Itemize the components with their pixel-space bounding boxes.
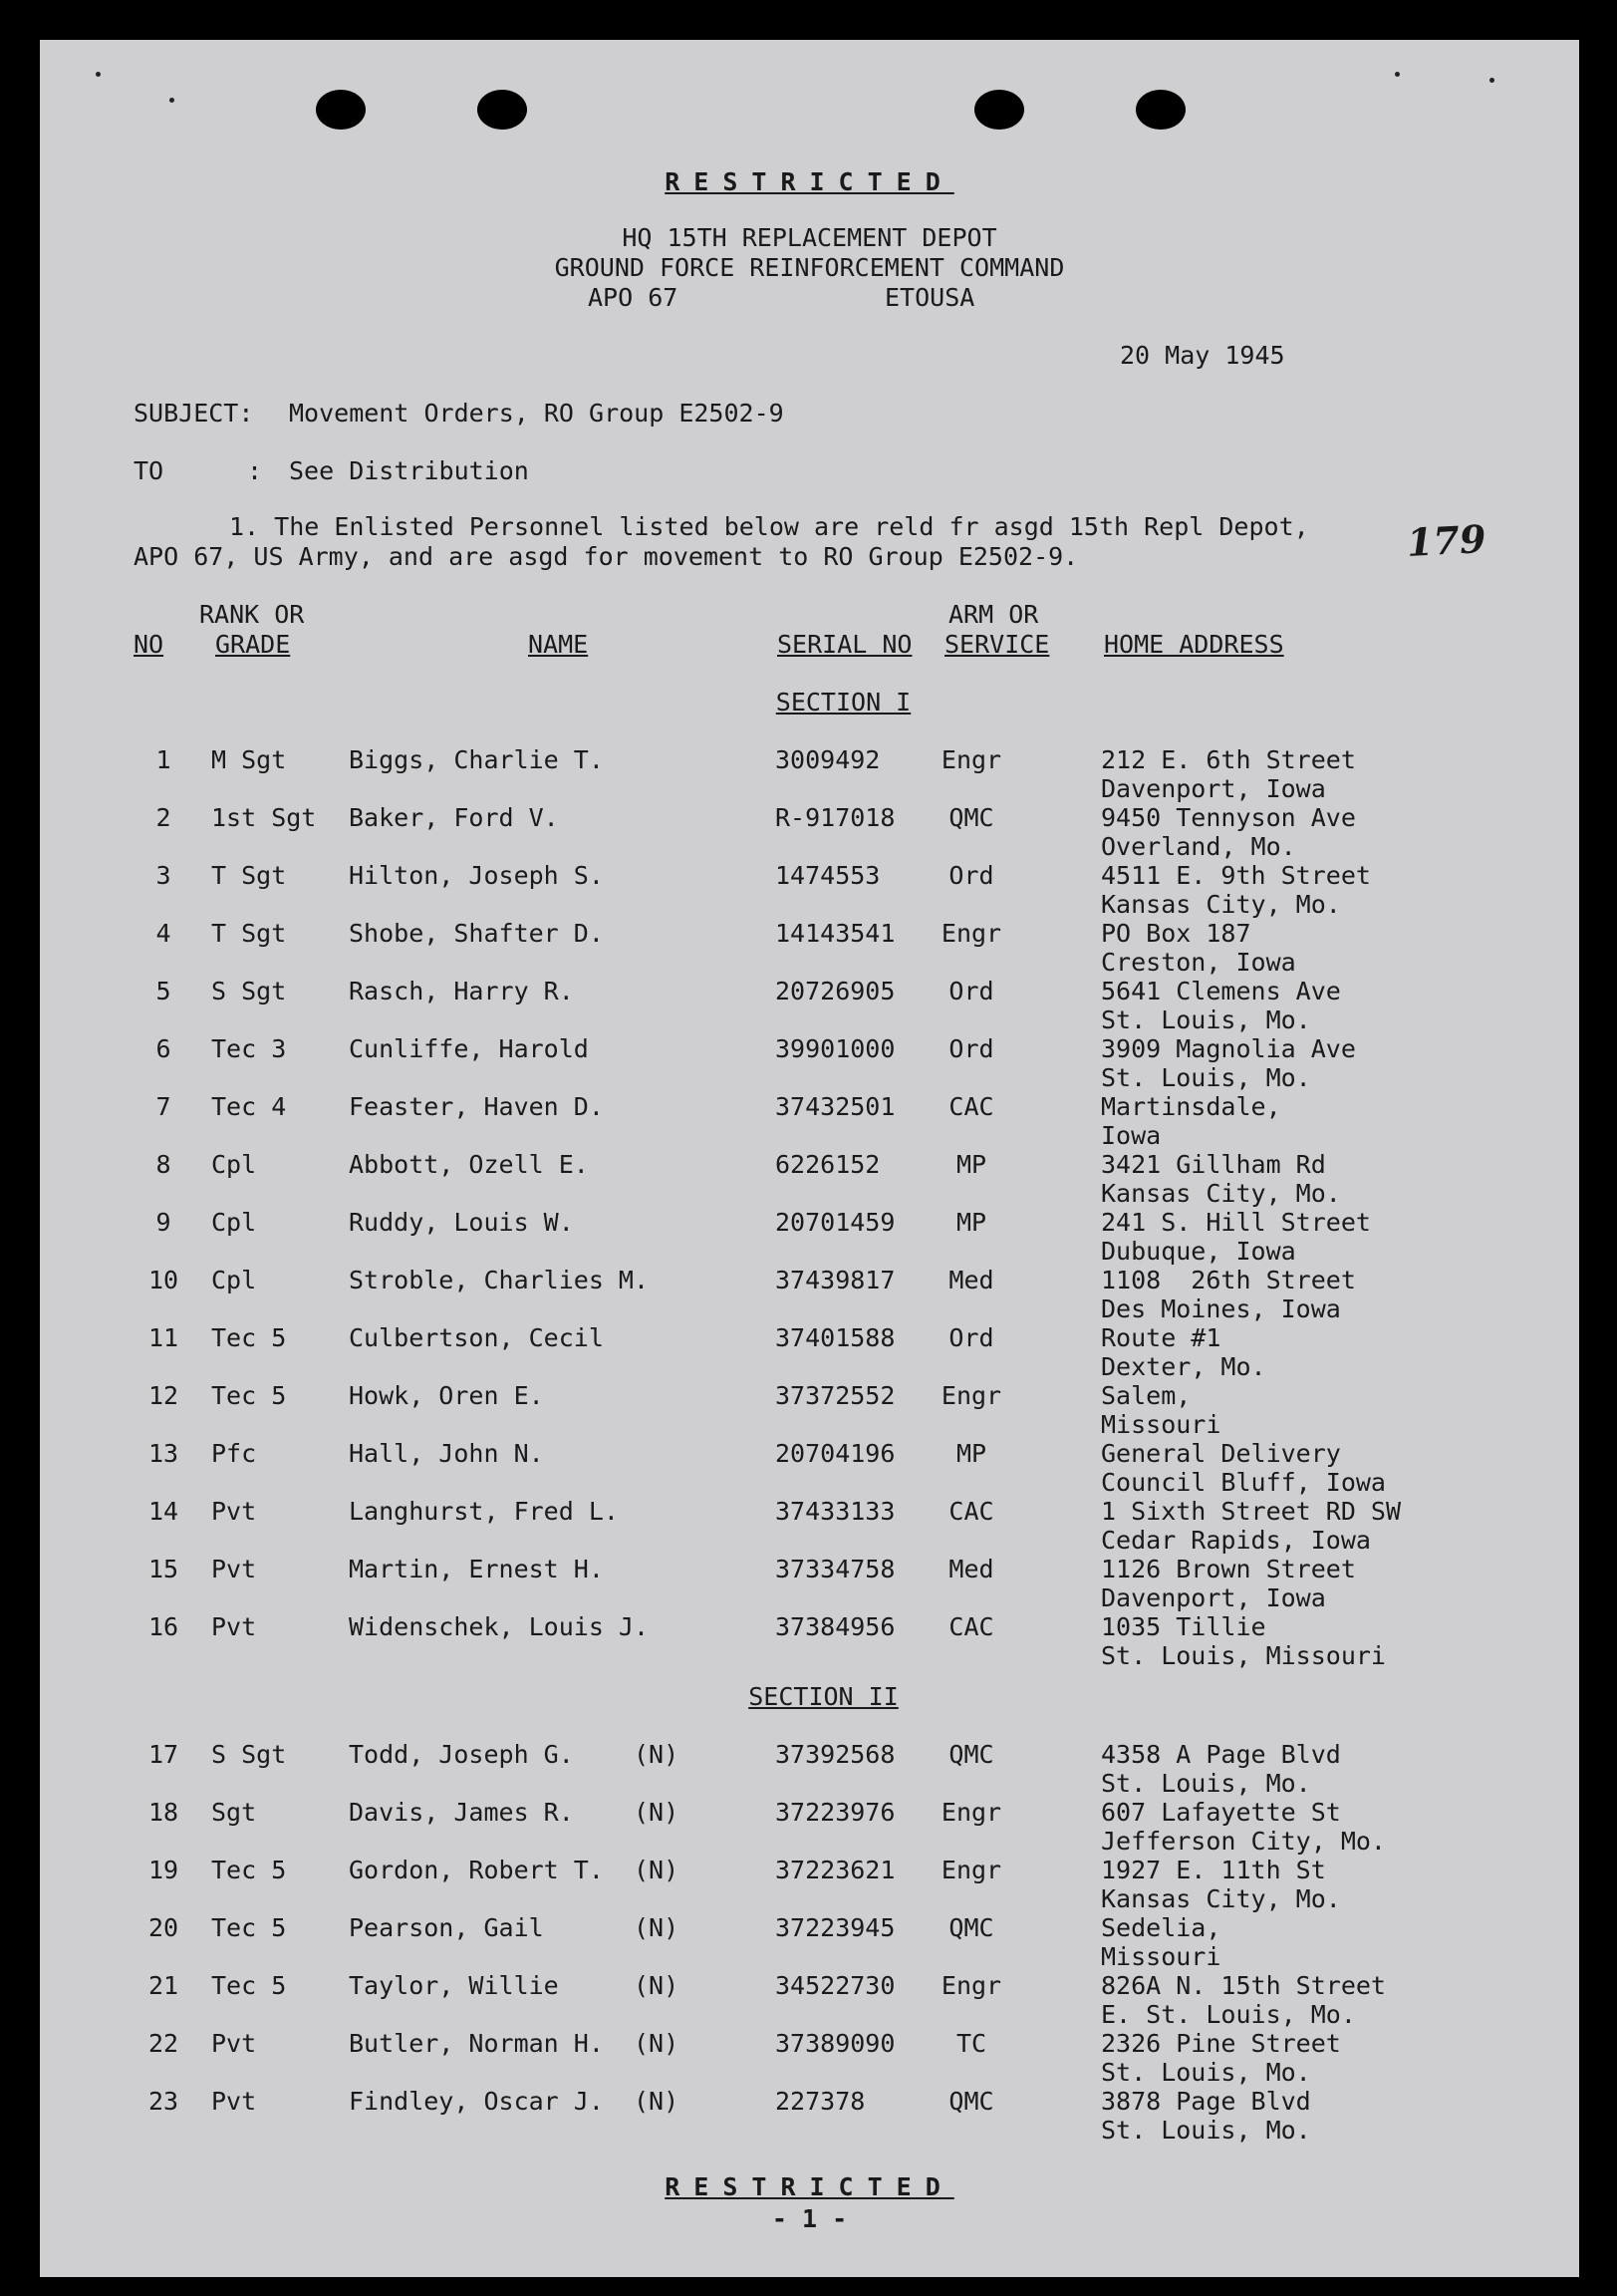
row-address-line-1: 1108 26th Street (1101, 1266, 1356, 1294)
row-address-line-1: Salem, (1101, 1381, 1192, 1410)
row-serial: 6226152 (775, 1150, 881, 1179)
punch-hole (1136, 90, 1186, 130)
row-address-line-2: St. Louis, Mo. (1101, 2058, 1311, 2087)
row-address-line-2: Overland, Mo. (1101, 832, 1296, 861)
punch-hole (316, 90, 366, 130)
row-address-line-2: Dexter, Mo. (1101, 1352, 1266, 1381)
row-number: 19 (147, 1856, 179, 1884)
row-arm-service: TC (955, 2029, 987, 2058)
row-arm-service: Engr (941, 1971, 1002, 2000)
row-address-line-1: 1126 Brown Street (1101, 1555, 1356, 1583)
row-number: 17 (147, 1740, 179, 1769)
row-serial: 37223945 (775, 1913, 896, 1942)
row-rank: Tec 4 (211, 1092, 287, 1121)
row-address-line-2: Kansas City, Mo. (1101, 890, 1341, 919)
section-title: SECTION II (748, 1682, 899, 1711)
row-address-line-1: 2326 Pine Street (1101, 2029, 1341, 2058)
row-address-line-2: Jefferson City, Mo. (1101, 1827, 1386, 1856)
row-arm-service: MP (955, 1208, 987, 1237)
row-serial: 37439817 (775, 1266, 896, 1294)
row-arm-service: Engr (941, 919, 1002, 948)
speck (169, 98, 174, 103)
table-row (40, 1439, 1579, 1497)
row-name: Gordon, Robert T. (349, 1856, 604, 1884)
theater: ETOUSA (885, 283, 975, 312)
row-rank: Pvt (211, 2029, 257, 2058)
col-rank-bottom: GRADE (215, 630, 291, 659)
row-address-line-1: 3878 Page Blvd (1101, 2087, 1311, 2116)
row-address-line-2: Missouri (1101, 1410, 1221, 1439)
row-rank: M Sgt (211, 745, 287, 774)
row-number: 8 (155, 1150, 171, 1179)
row-rank: Cpl (211, 1150, 257, 1179)
row-serial: 37372552 (775, 1381, 896, 1410)
row-rank: 1st Sgt (211, 803, 317, 832)
row-address-line-2: Kansas City, Mo. (1101, 1884, 1341, 1913)
table-row (40, 745, 1579, 803)
row-arm-service: MP (955, 1439, 987, 1468)
row-note: (N) (634, 2029, 679, 2058)
table-row (40, 861, 1579, 919)
row-arm-service: CAC (948, 1497, 994, 1526)
row-number: 16 (147, 1612, 179, 1641)
subject-label: SUBJECT: (134, 399, 254, 428)
row-address-line-2: Creston, Iowa (1101, 948, 1296, 977)
row-arm-service: Engr (941, 745, 1002, 774)
row-address-line-2: Council Bluff, Iowa (1101, 1468, 1386, 1497)
col-arm-top: ARM OR (948, 600, 1039, 629)
section-title: SECTION I (775, 688, 912, 717)
row-number: 22 (147, 2029, 179, 2058)
row-name: Martin, Ernest H. (349, 1555, 604, 1583)
row-name: Rasch, Harry R. (349, 977, 574, 1005)
subject-text: Movement Orders, RO Group E2502-9 (289, 399, 784, 428)
speck (1489, 78, 1494, 83)
row-serial: 37223621 (775, 1856, 896, 1884)
table-row (40, 1092, 1579, 1150)
to-text: See Distribution (289, 456, 529, 485)
row-rank: Cpl (211, 1208, 257, 1237)
table-row (40, 1323, 1579, 1381)
table-row (40, 1740, 1579, 1798)
row-arm-service: Med (948, 1555, 994, 1583)
row-rank: Sgt (211, 1798, 257, 1827)
row-number: 3 (155, 861, 171, 890)
table-row (40, 1034, 1579, 1092)
row-serial: R-917018 (775, 803, 896, 832)
row-number: 23 (147, 2087, 179, 2116)
row-rank: S Sgt (211, 977, 287, 1005)
row-name: Taylor, Willie (349, 1971, 559, 2000)
table-row (40, 1150, 1579, 1208)
row-name: Davis, James R. (349, 1798, 574, 1827)
row-arm-service: QMC (948, 1740, 994, 1769)
col-rank-top: RANK OR (199, 600, 305, 629)
row-number: 21 (147, 1971, 179, 2000)
table-row (40, 1266, 1579, 1323)
table-row (40, 977, 1579, 1034)
speck (96, 72, 101, 77)
row-name: Stroble, Charlies M. (349, 1266, 650, 1294)
row-address-line-1: 212 E. 6th Street (1101, 745, 1356, 774)
row-serial: 20701459 (775, 1208, 896, 1237)
row-arm-service: QMC (948, 803, 994, 832)
row-rank: S Sgt (211, 1740, 287, 1769)
row-arm-service: Engr (941, 1381, 1002, 1410)
handwritten-number: 179 (1405, 515, 1487, 566)
table-row (40, 1555, 1579, 1612)
row-serial: 37384956 (775, 1612, 896, 1641)
row-address-line-2: St. Louis, Mo. (1101, 1769, 1311, 1798)
row-address-line-1: Route #1 (1101, 1323, 1221, 1352)
row-rank: Tec 5 (211, 1913, 287, 1942)
row-address-line-2: Davenport, Iowa (1101, 1583, 1326, 1612)
row-serial: 37223976 (775, 1798, 896, 1827)
row-rank: Pvt (211, 2087, 257, 2116)
classification-bottom: RESTRICTED (665, 2172, 954, 2201)
row-rank: Tec 5 (211, 1971, 287, 2000)
row-rank: Pvt (211, 1497, 257, 1526)
to-label: TO (134, 456, 164, 485)
row-serial: 39901000 (775, 1034, 896, 1063)
row-address-line-2: Iowa (1101, 1121, 1162, 1150)
row-arm-service: MP (955, 1150, 987, 1179)
row-serial: 37433133 (775, 1497, 896, 1526)
row-number: 5 (155, 977, 171, 1005)
row-number: 4 (155, 919, 171, 948)
table-row (40, 1971, 1579, 2029)
row-number: 12 (147, 1381, 179, 1410)
row-address-line-1: 1927 E. 11th St (1101, 1856, 1326, 1884)
row-arm-service: QMC (948, 1913, 994, 1942)
row-address-line-1: Sedelia, (1101, 1913, 1221, 1942)
row-address-line-1: 241 S. Hill Street (1101, 1208, 1371, 1237)
page-number: - 1 - (771, 2204, 848, 2233)
row-address-line-1: Martinsdale, (1101, 1092, 1281, 1121)
col-serial: SERIAL NO (777, 630, 913, 659)
punch-hole (974, 90, 1024, 130)
row-address-line-1: General Delivery (1101, 1439, 1341, 1468)
row-address-line-1: 1 Sixth Street RD SW (1101, 1497, 1402, 1526)
document-page (40, 40, 1579, 2277)
row-name: Findley, Oscar J. (349, 2087, 604, 2116)
row-number: 2 (155, 803, 171, 832)
row-name: Feaster, Haven D. (349, 1092, 604, 1121)
row-arm-service: Ord (948, 1034, 994, 1063)
row-address-line-1: 4358 A Page Blvd (1101, 1740, 1341, 1769)
row-note: (N) (634, 2087, 679, 2116)
row-serial: 34522730 (775, 1971, 896, 2000)
row-number: 13 (147, 1439, 179, 1468)
row-note: (N) (634, 1856, 679, 1884)
row-name: Cunliffe, Harold (349, 1034, 589, 1063)
col-name: NAME (528, 630, 589, 659)
table-row (40, 2087, 1579, 2145)
row-number: 10 (147, 1266, 179, 1294)
row-serial: 20704196 (775, 1439, 896, 1468)
row-note: (N) (634, 1798, 679, 1827)
paragraph-line-1: 1. The Enlisted Personnel listed below are reld fr asgd 15th Repl Depot, (229, 512, 1309, 541)
row-address-line-2: St. Louis, Mo. (1101, 1005, 1311, 1034)
row-name: Langhurst, Fred L. (349, 1497, 619, 1526)
table-row (40, 919, 1579, 977)
row-serial: 227378 (775, 2087, 866, 2116)
table-row (40, 1612, 1579, 1670)
table-row (40, 1381, 1579, 1439)
row-address-line-2: Missouri (1101, 1942, 1221, 1971)
org-line-2: GROUND FORCE REINFORCEMENT COMMAND (554, 253, 1065, 282)
to-separator: : (247, 456, 263, 485)
table-row (40, 1798, 1579, 1856)
row-address-line-1: 607 Lafayette St (1101, 1798, 1341, 1827)
row-address-line-2: Dubuque, Iowa (1101, 1237, 1296, 1266)
row-arm-service: Ord (948, 977, 994, 1005)
table-row (40, 2029, 1579, 2087)
row-address-line-2: St. Louis, Mo. (1101, 1063, 1311, 1092)
punch-hole (477, 90, 527, 130)
row-number: 7 (155, 1092, 171, 1121)
row-number: 1 (155, 745, 171, 774)
row-name: Ruddy, Louis W. (349, 1208, 574, 1237)
row-note: (N) (634, 1971, 679, 2000)
row-note: (N) (634, 1913, 679, 1942)
org-line-1: HQ 15TH REPLACEMENT DEPOT (622, 223, 997, 252)
row-rank: Tec 3 (211, 1034, 287, 1063)
row-number: 9 (155, 1208, 171, 1237)
row-serial: 37401588 (775, 1323, 896, 1352)
table-row (40, 1913, 1579, 1971)
apo-number: APO 67 (588, 283, 678, 312)
row-name: Todd, Joseph G. (349, 1740, 574, 1769)
classification-top: RESTRICTED (665, 167, 954, 196)
row-serial: 37432501 (775, 1092, 896, 1121)
row-serial: 1474553 (775, 861, 881, 890)
row-name: Hall, John N. (349, 1439, 544, 1468)
row-arm-service: Engr (941, 1856, 1002, 1884)
row-address-line-2: St. Louis, Missouri (1101, 1641, 1386, 1670)
row-address-line-1: 4511 E. 9th Street (1101, 861, 1371, 890)
row-note: (N) (634, 1740, 679, 1769)
row-number: 14 (147, 1497, 179, 1526)
row-rank: T Sgt (211, 919, 287, 948)
row-name: Abbott, Ozell E. (349, 1150, 589, 1179)
row-serial: 20726905 (775, 977, 896, 1005)
row-address-line-2: Davenport, Iowa (1101, 774, 1326, 803)
row-serial: 14143541 (775, 919, 896, 948)
col-address: HOME ADDRESS (1104, 630, 1284, 659)
row-name: Howk, Oren E. (349, 1381, 544, 1410)
row-address-line-2: Des Moines, Iowa (1101, 1294, 1341, 1323)
row-name: Hilton, Joseph S. (349, 861, 604, 890)
row-rank: Tec 5 (211, 1856, 287, 1884)
row-serial: 37389090 (775, 2029, 896, 2058)
row-arm-service: CAC (948, 1092, 994, 1121)
document-date: 20 May 1945 (1120, 341, 1285, 370)
row-name: Butler, Norman H. (349, 2029, 604, 2058)
col-no: NO (134, 630, 164, 659)
row-name: Pearson, Gail (349, 1913, 544, 1942)
row-arm-service: CAC (948, 1612, 994, 1641)
row-serial: 37392568 (775, 1740, 896, 1769)
row-name: Widenschek, Louis J. (349, 1612, 650, 1641)
row-name: Biggs, Charlie T. (349, 745, 604, 774)
row-rank: T Sgt (211, 861, 287, 890)
col-arm-bottom: SERVICE (944, 630, 1050, 659)
row-address-line-1: 1035 Tillie (1101, 1612, 1266, 1641)
row-arm-service: Med (948, 1266, 994, 1294)
row-address-line-1: 826A N. 15th Street (1101, 1971, 1386, 2000)
row-rank: Cpl (211, 1266, 257, 1294)
row-address-line-2: Cedar Rapids, Iowa (1101, 1526, 1371, 1555)
row-name: Culbertson, Cecil (349, 1323, 604, 1352)
row-address-line-1: 3909 Magnolia Ave (1101, 1034, 1356, 1063)
table-row (40, 1497, 1579, 1555)
row-address-line-2: St. Louis, Mo. (1101, 2116, 1311, 2145)
table-row (40, 1208, 1579, 1266)
row-number: 15 (147, 1555, 179, 1583)
row-number: 20 (147, 1913, 179, 1942)
row-arm-service: Ord (948, 1323, 994, 1352)
paragraph-line-2: APO 67, US Army, and are asgd for movement to RO Group E2502-9. (134, 542, 1079, 571)
table-row (40, 803, 1579, 861)
row-number: 6 (155, 1034, 171, 1063)
row-address-line-1: PO Box 187 (1101, 919, 1251, 948)
row-address-line-2: E. St. Louis, Mo. (1101, 2000, 1356, 2029)
speck (1395, 72, 1400, 77)
table-row (40, 1856, 1579, 1913)
row-arm-service: Engr (941, 1798, 1002, 1827)
row-name: Baker, Ford V. (349, 803, 559, 832)
row-name: Shobe, Shafter D. (349, 919, 604, 948)
row-number: 11 (147, 1323, 179, 1352)
row-address-line-1: 5641 Clemens Ave (1101, 977, 1341, 1005)
row-address-line-2: Kansas City, Mo. (1101, 1179, 1341, 1208)
row-rank: Tec 5 (211, 1323, 287, 1352)
row-arm-service: Ord (948, 861, 994, 890)
row-address-line-1: 9450 Tennyson Ave (1101, 803, 1356, 832)
row-serial: 3009492 (775, 745, 881, 774)
row-address-line-1: 3421 Gillham Rd (1101, 1150, 1326, 1179)
row-number: 18 (147, 1798, 179, 1827)
row-rank: Tec 5 (211, 1381, 287, 1410)
row-rank: Pvt (211, 1612, 257, 1641)
row-arm-service: QMC (948, 2087, 994, 2116)
row-serial: 37334758 (775, 1555, 896, 1583)
row-rank: Pfc (211, 1439, 257, 1468)
row-rank: Pvt (211, 1555, 257, 1583)
